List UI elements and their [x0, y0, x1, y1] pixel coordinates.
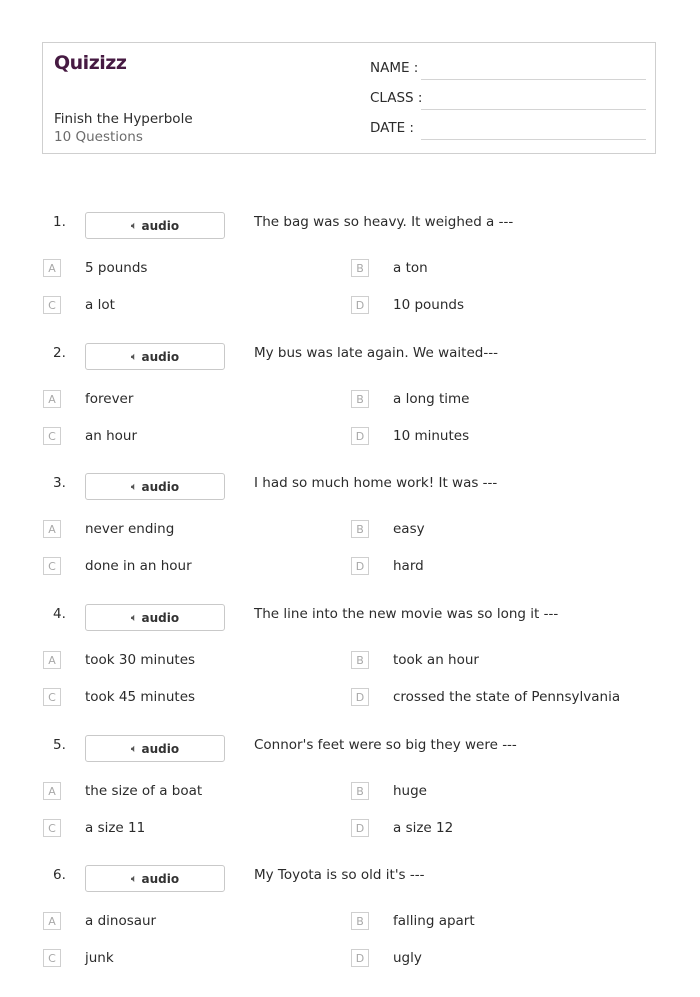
option-letter: C — [43, 688, 61, 706]
audio-label: audio — [141, 479, 180, 494]
question-text: My Toyota is so old it's --- — [254, 867, 425, 883]
option-text: an hour — [85, 428, 138, 444]
option-text: junk — [85, 950, 114, 966]
date-field[interactable] — [370, 120, 646, 140]
option-text: took an hour — [393, 652, 479, 668]
option-text: done in an hour — [85, 558, 192, 574]
option-letter: D — [351, 427, 369, 445]
question-number: 5. — [53, 737, 66, 753]
question-number: 6. — [53, 867, 66, 883]
question-text: Connor's feet were so big they were --- — [254, 737, 517, 753]
option-text: crossed the state of Pennsylvania — [393, 689, 621, 705]
question-item — [0, 345, 700, 475]
question-count: 10 Questions — [54, 129, 143, 145]
quizizz-logo: Quizizz — [54, 52, 127, 74]
speaker-icon: 🔈︎ — [130, 349, 138, 363]
option-text: a size 11 — [85, 820, 146, 836]
speaker-icon: 🔈︎ — [130, 610, 138, 624]
option-text: a ton — [393, 260, 428, 276]
speaker-icon: 🔈︎ — [130, 741, 138, 755]
question-number: 4. — [53, 606, 66, 622]
question-item — [0, 867, 700, 997]
option-text: a lot — [85, 297, 115, 313]
question-number: 1. — [53, 214, 66, 230]
option-letter: C — [43, 427, 61, 445]
question-number: 2. — [53, 345, 66, 361]
question-item — [0, 606, 700, 736]
class-field[interactable] — [370, 90, 646, 110]
option-letter: C — [43, 557, 61, 575]
question-text: The line into the new movie was so long it --- — [254, 606, 559, 622]
audio-label: audio — [141, 871, 180, 886]
audio-button[interactable] — [85, 735, 225, 762]
option-text: 10 minutes — [393, 428, 470, 444]
worksheet-header — [42, 42, 656, 154]
option-text: 5 pounds — [85, 260, 148, 276]
audio-label: audio — [141, 610, 180, 625]
option-text: took 30 minutes — [85, 652, 196, 668]
option-letter: D — [351, 949, 369, 967]
question-text: I had so much home work! It was --- — [254, 475, 498, 491]
option-letter: B — [351, 390, 369, 408]
date-label: DATE : — [370, 120, 414, 136]
audio-label: audio — [141, 741, 180, 756]
option-letter: A — [43, 390, 61, 408]
option-text: a size 12 — [393, 820, 454, 836]
option-letter: D — [351, 688, 369, 706]
option-letter: A — [43, 520, 61, 538]
option-letter: D — [351, 557, 369, 575]
class-label: CLASS : — [370, 90, 423, 106]
option-letter: B — [351, 259, 369, 277]
name-line[interactable] — [421, 79, 646, 80]
audio-button[interactable] — [85, 343, 225, 370]
audio-button[interactable] — [85, 212, 225, 239]
question-item — [0, 475, 700, 605]
option-text: 10 pounds — [393, 297, 465, 313]
option-text: never ending — [85, 521, 175, 537]
audio-button[interactable] — [85, 604, 225, 631]
option-letter: D — [351, 296, 369, 314]
audio-label: audio — [141, 218, 180, 233]
question-text: My bus was late again. We waited--- — [254, 345, 498, 361]
option-letter: C — [43, 819, 61, 837]
option-letter: B — [351, 782, 369, 800]
class-line[interactable] — [421, 109, 646, 110]
option-letter: A — [43, 912, 61, 930]
option-text: a long time — [393, 391, 470, 407]
option-letter: B — [351, 651, 369, 669]
option-text: huge — [393, 783, 427, 799]
option-letter: B — [351, 520, 369, 538]
option-letter: D — [351, 819, 369, 837]
option-letter: C — [43, 949, 61, 967]
option-letter: B — [351, 912, 369, 930]
audio-button[interactable] — [85, 473, 225, 500]
option-text: a dinosaur — [85, 913, 157, 929]
option-text: the size of a boat — [85, 783, 203, 799]
option-letter: A — [43, 259, 61, 277]
question-text: The bag was so heavy. It weighed a --- — [254, 214, 514, 230]
option-text: hard — [393, 558, 424, 574]
option-letter: A — [43, 651, 61, 669]
speaker-icon: 🔈︎ — [130, 218, 138, 232]
question-item — [0, 214, 700, 344]
audio-button[interactable] — [85, 865, 225, 892]
worksheet-title: Finish the Hyperbole — [54, 111, 193, 127]
option-letter: A — [43, 782, 61, 800]
option-text: ugly — [393, 950, 422, 966]
speaker-icon: 🔈︎ — [130, 479, 138, 493]
option-text: took 45 minutes — [85, 689, 196, 705]
speaker-icon: 🔈︎ — [130, 871, 138, 885]
option-text: forever — [85, 391, 134, 407]
option-letter: C — [43, 296, 61, 314]
date-line[interactable] — [421, 139, 646, 140]
question-item — [0, 737, 700, 867]
name-field[interactable] — [370, 60, 646, 80]
option-text: easy — [393, 521, 425, 537]
name-label: NAME : — [370, 60, 419, 76]
audio-label: audio — [141, 349, 180, 364]
option-text: falling apart — [393, 913, 475, 929]
question-number: 3. — [53, 475, 66, 491]
